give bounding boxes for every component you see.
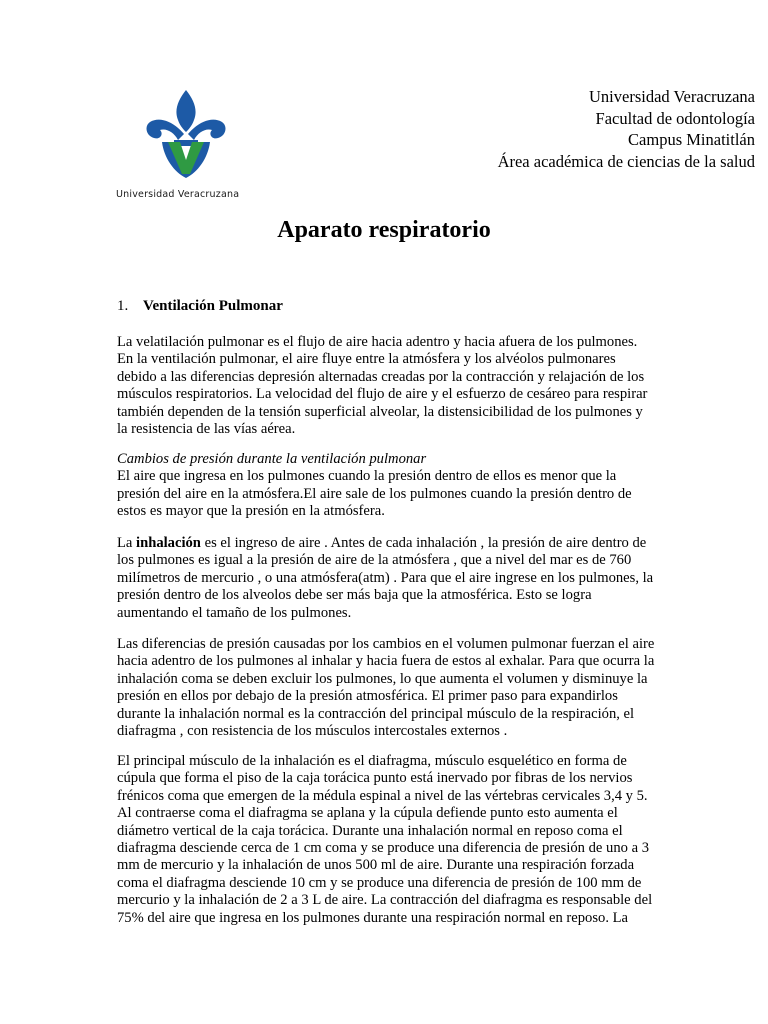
section-heading-text: Ventilación Pulmonar bbox=[143, 298, 283, 314]
text-line: la resistencia de las vías aérea. bbox=[117, 421, 296, 438]
text-line: músculos respiratorios. La velocidad del flujo de aire y el esfuerzo de cesáreo para respirar bbox=[117, 386, 648, 403]
university-logo bbox=[116, 88, 256, 202]
paragraph-inhalacion bbox=[117, 535, 659, 622]
text-line: El aire que ingresa en los pulmones cuando la presión dentro de ellos es menor que la bbox=[117, 468, 617, 485]
text-line: Las diferencias de presión causadas por los cambios en el volumen pulmonar fuerzan el aire bbox=[117, 636, 655, 652]
text-line: inhalación coma se deben excluir los pulmones, lo que aumenta el volumen y disminuye la bbox=[117, 670, 648, 687]
text-line: frénicos coma que emergen de la médula espinal a nivel de las vértebras cervicales 3,4 y 5. bbox=[117, 787, 648, 804]
text-line: diámetro vertical de la caja torácica. Durante una inhalación normal en reposo coma el bbox=[117, 822, 623, 839]
text-line: durante la inhalación normal es la contracción del principal músculo de la respiración, el bbox=[117, 705, 635, 722]
text-line: La velatilación pulmonar es el flujo de aire hacia adentro y hacia afuera de los pulmones. bbox=[117, 334, 638, 350]
logo-caption: Universidad Veracruzana bbox=[116, 189, 240, 200]
text-line: Al contraerse coma el diafragma se aplana y la cúpula defiende punto esto aumenta el bbox=[117, 805, 618, 822]
text-line: milímetros de mercurio , o una atmósfera(atm) . Para que el aire ingrese en los pulmones, la bbox=[117, 569, 654, 586]
text-line: 75% del aire que ingresa en los pulmones durante una respiración normal en reposo. La bbox=[117, 909, 629, 926]
header-faculty: Facultad de odontología bbox=[595, 108, 755, 128]
paragraph-cambios-presion bbox=[117, 451, 659, 521]
bold-term: inhalación bbox=[136, 535, 201, 551]
text-line: El principal músculo de la inhalación es el diafragma, músculo esquelético en forma de bbox=[117, 753, 627, 769]
paragraph-diafragma bbox=[117, 753, 659, 927]
text-line: presión dentro de los alveolos debe ser más baja que la atmosférica. Esto se logra bbox=[117, 587, 592, 604]
text-segment: La bbox=[117, 535, 137, 551]
text-line: mercurio y la inhalación de 2 a 3 L de aire. La contracción del diafragma es responsable del bbox=[117, 892, 653, 909]
subheading: Cambios de presión durante la ventilación pulmonar bbox=[117, 451, 427, 467]
section-heading bbox=[117, 298, 283, 315]
text-line: debido a las diferencias depresión alternadas creadas por la contracción y relajación de los bbox=[117, 368, 645, 385]
section-number: 1. bbox=[117, 298, 129, 314]
text-line: coma el diafragma desciende 10 cm y se produce una diferencia de presión de 100 mm de bbox=[117, 874, 642, 891]
header-area: Área académica de ciencias de la salud bbox=[497, 151, 755, 171]
text-line: también dependen de la tensión superficial alveolar, la distensicibilidad de los pulmones y bbox=[117, 403, 643, 420]
text-line: presión del aire en la atmósfera.El aire sale de los pulmones cuando la presión dentro de bbox=[117, 485, 632, 502]
paragraph-ventilacion bbox=[117, 334, 659, 438]
text-line: hacia adentro de los pulmones al inhalar y hacia fuera de estos al exhalar. Para que ocurra la bbox=[117, 653, 655, 670]
text-line: diafragma , con resistencia de los músculos intercostales externos . bbox=[117, 723, 508, 740]
text-line: diafragma desciende cerca de 1 cm coma y se produce una diferencia de presión de uno a 3 bbox=[117, 840, 650, 857]
flor-emblem-icon bbox=[144, 88, 228, 180]
text-line: aumentando el tamaño de los pulmones. bbox=[117, 604, 352, 621]
text-line bbox=[117, 535, 659, 552]
text-line: presión en ellos por debajo de la presión atmosférica. El primer paso para expandirlos bbox=[117, 688, 618, 705]
text-segment: es el ingreso de aire . Antes de cada inhalación , la presión de aire dentro de bbox=[200, 535, 647, 551]
document-title: Aparato respiratorio bbox=[277, 217, 491, 243]
institution-header bbox=[498, 86, 755, 172]
text-line: cúpula que forma el piso de la caja torácica punto está inervado por fibras de los nervios bbox=[117, 770, 633, 787]
text-line: En la ventilación pulmonar, el aire fluye entre la atmósfera y los alvéolos pulmonares bbox=[117, 351, 616, 368]
text-line: estos es mayor que la presión en la atmósfera. bbox=[117, 503, 385, 520]
text-line: los pulmones es igual a la presión de aire de la atmósfera , que a nivel del mar es de 760 bbox=[117, 552, 632, 569]
text-line: mm de mercurio y la inhalación de unos 500 ml de aire. Durante una respiración forzada bbox=[117, 857, 635, 874]
header-university: Universidad Veracruzana bbox=[589, 87, 755, 106]
paragraph-diferencias-presion bbox=[117, 636, 659, 740]
header-campus: Campus Minatitlán bbox=[628, 130, 755, 149]
